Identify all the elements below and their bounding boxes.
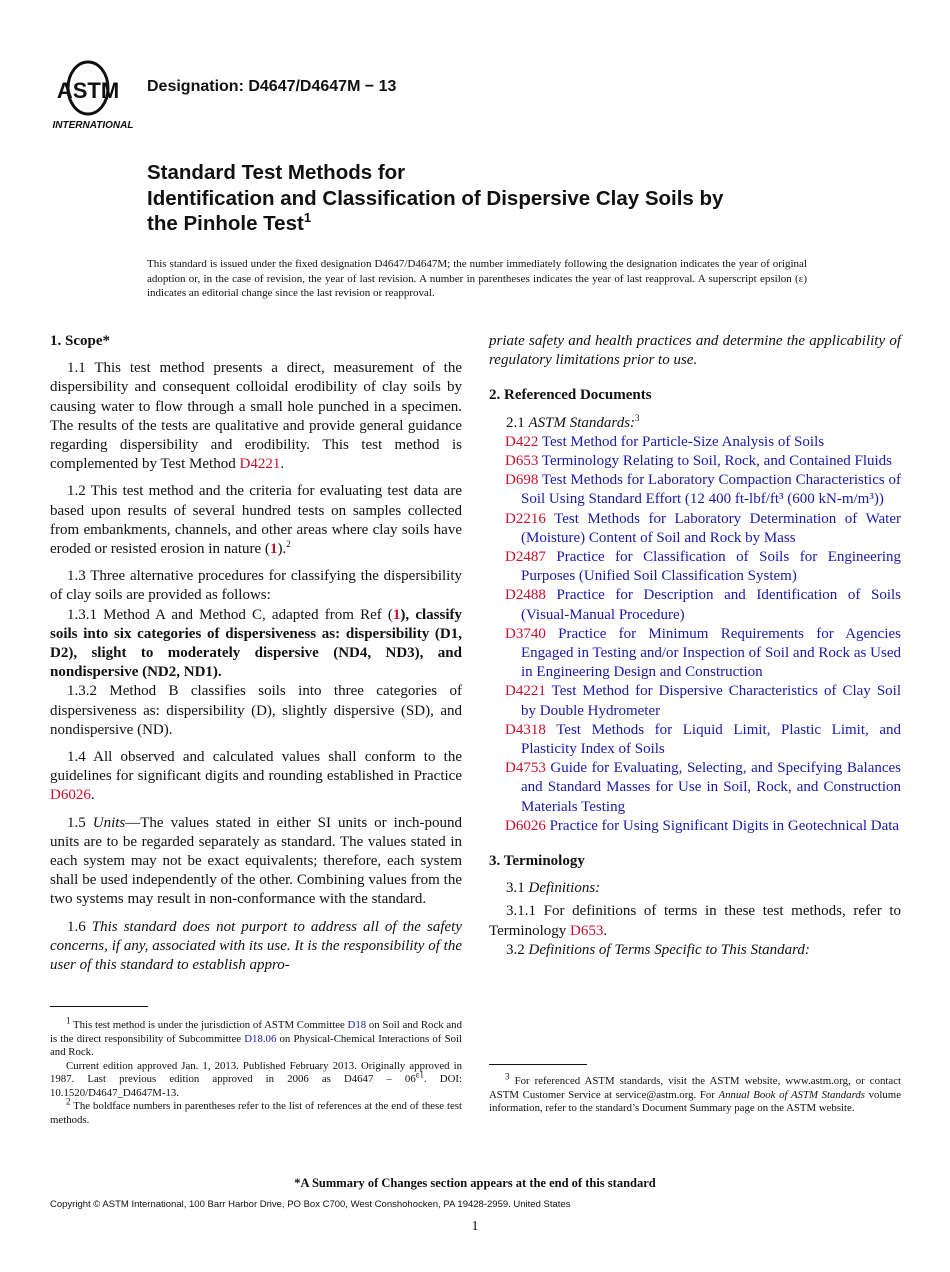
reference-code-link[interactable]: D653 xyxy=(505,453,539,470)
reference-title-link[interactable]: Test Methods for Laboratory Compaction Characteristics of Soil Using Standard Effort (12 400 ft-lbf/ft³ (600 kN-m/m³)) xyxy=(521,472,901,508)
intro-paragraph: This standard is issued under the fixed designation D4647/D4647M; the number immediately following the designation indicates the year of original adoption or, in the case of revision, the year of last revision. A number in parentheses indicates the year of last reapproval. A superscript epsilon (ε) indicates an editorial change since the last revision or reapproval. xyxy=(147,258,807,299)
reference-code-link[interactable]: D3740 xyxy=(505,625,546,642)
footnotes-right xyxy=(489,1064,901,1116)
section-terminology-heading: 3. Terminology xyxy=(489,853,585,870)
para-2-1: 2.1 ASTM Standards:$^3$ xyxy=(506,412,640,431)
reference-code-link[interactable]: D2488 xyxy=(505,587,546,604)
para-1-1: 1.1 This test method presents a direct, measurement of the dispersibility and consequent colloidal erodibility of clay soils by causing water to flow through a small hole punched in a specimen. The results of the tests are qualitative and provide general guidance regarding dispersibility and erodibility. This test method is complemented by Test Method D4221. xyxy=(50,360,462,473)
reference-title-link[interactable]: Practice for Classification of Soils for Engineering Purposes (Unified Soil Classification System) xyxy=(521,549,901,585)
para-3-1: 3.1 Definitions: xyxy=(506,880,601,897)
footnote-2: $^2$ The boldface numbers in parentheses refer to the list of references at the end of these test methods. xyxy=(50,1096,462,1126)
para-1-4: 1.4 All observed and calculated values shall conform to the guidelines for significant digits and rounding established in Practice D6026. xyxy=(50,749,462,804)
link-d18[interactable]: D18 xyxy=(347,1019,367,1031)
designation: Designation: D4647/D4647M − 13 xyxy=(147,78,397,95)
link-d18-06[interactable]: D18.06 xyxy=(244,1032,277,1045)
footnotes-left xyxy=(50,1006,462,1127)
astm-logo xyxy=(50,52,136,132)
reference-title-link[interactable]: Test Methods for Liquid Limit, Plastic Limit, and Plasticity Index of Soils xyxy=(521,721,901,758)
ref-link-1[interactable]: 1 xyxy=(269,541,278,558)
link-d653[interactable]: D653 xyxy=(570,922,604,939)
reference-item xyxy=(489,471,901,509)
ref-link-1b[interactable]: 1 xyxy=(392,606,401,623)
link-d6026[interactable]: D6026 xyxy=(50,787,91,804)
footnote-mark-2: 2 xyxy=(286,539,291,550)
reference-code-link[interactable]: D4753 xyxy=(505,760,546,777)
reference-item xyxy=(489,759,901,817)
reference-title-link[interactable]: Terminology Relating to Soil, Rock, and Contained Fluids xyxy=(541,453,893,470)
reference-title-link[interactable]: Guide for Evaluating, Selecting, and Specifying Balances and Standard Masses for Use in Soil, Rock, and Construction Materials Testing xyxy=(521,760,902,815)
reference-item xyxy=(489,817,901,836)
reference-item xyxy=(489,682,901,720)
para-3-2: 3.2 Definitions of Terms Specific to This Standard: xyxy=(506,941,810,958)
reference-code-link[interactable]: D698 xyxy=(505,472,539,489)
reference-code-link[interactable]: D4318 xyxy=(505,721,546,738)
reference-title-link[interactable]: Test Method for Particle-Size Analysis of Soils xyxy=(541,433,825,450)
left-column xyxy=(50,332,462,975)
para-1-6-cont: priate safety and health practices and determine the applicability of regulatory limitations prior to use. xyxy=(489,333,901,369)
copyright: Copyright © ASTM International, 100 Barr Harbor Drive, PO Box C700, West Conshohocken, PA 19428-2959. United States xyxy=(50,1199,571,1210)
section-refdocs-heading: 2. Referenced Documents xyxy=(489,387,652,404)
para-1-5: 1.5 Units—The values stated in either SI units or inch-pound units are to be regarded separately as standard. The values stated in each system may not be exact equivalents; therefore, each system shall be used independently of the other. Combining values from the two systems may result in non-conformance with the standard. xyxy=(50,814,462,908)
footnote-edition: Current edition approved Jan. 1, 2013. Published February 2013. Originally approved in 1987. Last previous edition approved in 2006 as $D4647 - 06^{\varepsilon 1}$. DOI: 10.1520/D4647_D4647M-13. xyxy=(50,1059,462,1099)
reference-item xyxy=(489,452,901,471)
title-line-3: the Pinhole Test xyxy=(147,212,304,235)
para-3-1-1: 3.1.1 For definitions of terms in these test methods, refer to Terminology D653. xyxy=(489,903,901,939)
reference-item xyxy=(489,548,901,586)
reference-item xyxy=(489,510,901,548)
reference-list xyxy=(489,433,901,836)
reference-item xyxy=(489,433,901,452)
reference-code-link[interactable]: D2487 xyxy=(505,549,546,566)
footnote-1: $^1$ This test method is under the jurisdiction of ASTM Committee D18 on Soil and Rock and is the direct responsibility of Subcommittee D18.06 on Physical-Chemical Interactions of Soil and Rock. xyxy=(50,1015,462,1058)
section-scope-heading: 1. Scope* xyxy=(50,333,110,349)
summary-of-changes-note: *A Summary of Changes section appears at the end of this standard xyxy=(294,1176,656,1190)
title-line-2: Identification and Classification of Dispersive Clay Soils by xyxy=(147,186,724,210)
logo-letters: ASTM xyxy=(56,78,120,103)
reference-item xyxy=(489,721,901,759)
para-1-6: 1.6 This standard does not purport to address all of the safety concerns, if any, associated with its use. It is the responsibility of the user of this standard to establish appro- xyxy=(50,918,462,974)
right-column xyxy=(489,332,901,960)
reference-code-link[interactable]: D4221 xyxy=(505,683,546,700)
para-1-2: 1.2 This test method and the criteria for evaluating test data are based upon results of several hundred tests on samples collected from embankments, channels, and other areas where clay soils have eroded or resisted erosion in nature (1).$^2$ xyxy=(50,483,462,558)
reference-title-link[interactable]: Practice for Description and Identification of Soils (Visual-Manual Procedure) xyxy=(521,587,902,623)
reference-title-link[interactable]: Test Method for Dispersive Characteristics of Clay Soil by Double Hydrometer xyxy=(521,683,902,719)
reference-code-link[interactable]: D422 xyxy=(505,433,539,450)
document-title xyxy=(147,160,847,237)
reference-code-link[interactable]: D6026 xyxy=(505,817,546,834)
reference-item xyxy=(489,586,901,624)
para-1-3-2: 1.3.2 Method B classifies soils into three categories of dispersiveness as: dispersibility (D), slightly dispersive (SD), and nondispersive (ND). xyxy=(50,683,462,738)
reference-title-link[interactable]: Practice for Using Significant Digits in Geotechnical Data xyxy=(549,817,900,834)
link-d4221[interactable]: D4221 xyxy=(239,456,281,473)
reference-item xyxy=(489,625,901,683)
reference-title-link[interactable]: Test Methods for Laboratory Determination of Water (Moisture) Content of Soil and Rock by Mass xyxy=(521,510,901,546)
para-1-3-1: 1.3.1 Method A and Method C, adapted from Ref (1), classify soils into six categories of dispersiveness as: dispersibility (D1, D2), slight to moderately dispersive (ND4, ND3), and nondispersive (ND2, ND1). xyxy=(50,606,462,681)
logo-subtext: INTERNATIONAL xyxy=(52,120,134,131)
page-number: 1 xyxy=(471,1219,479,1234)
reference-title-link[interactable]: Practice for Minimum Requirements for Agencies Engaged in Testing and/or Inspection of Soil and Rock as Used in Engineering Design and Construction xyxy=(521,625,901,681)
para-1-3: 1.3 Three alternative procedures for classifying the dispersibility of clay soils are provided as follows: xyxy=(50,568,462,604)
title-footnote-mark: 1 xyxy=(303,210,312,226)
footnote-3: $^3$ For referenced ASTM standards, visit the ASTM website, www.astm.org, or contact ASTM Customer Service at service@astm.org. For Annual Book of ASTM Standards volume information, refer to the standard’s Document Summary page on the ASTM website. xyxy=(489,1071,901,1114)
reference-code-link[interactable]: D2216 xyxy=(505,510,546,527)
title-line-1: Standard Test Methods for xyxy=(147,161,406,184)
